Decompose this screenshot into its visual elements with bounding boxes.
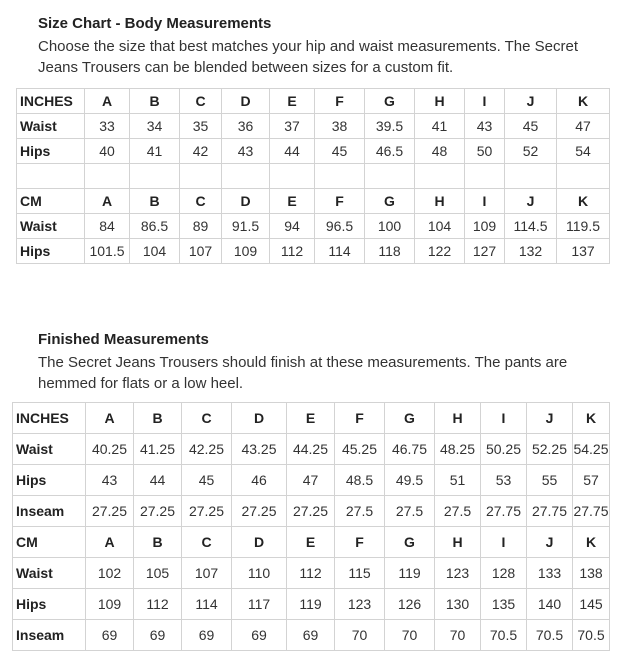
measurement-cell: 110 [232, 558, 287, 589]
size-header-cell: B [130, 89, 180, 114]
measurement-cell: 69 [86, 620, 134, 651]
measurement-cell: 137 [557, 239, 610, 264]
measurement-cell: 41.25 [134, 434, 182, 465]
measurement-cell: 27.5 [435, 496, 481, 527]
measurement-cell: 27.5 [385, 496, 435, 527]
measurement-cell: 112 [270, 239, 315, 264]
row-label: Hips [17, 139, 85, 164]
measurement-cell: 69 [232, 620, 287, 651]
measurement-cell: 52 [505, 139, 557, 164]
measurement-cell: 37 [270, 114, 315, 139]
measurement-cell: 47 [287, 465, 335, 496]
row-label: CM [17, 189, 85, 214]
measurement-cell: 43 [86, 465, 134, 496]
size-header-cell: C [180, 89, 222, 114]
measurement-cell: 45 [182, 465, 232, 496]
measurement-cell [315, 164, 365, 189]
table-row [13, 620, 610, 651]
measurement-cell: 42 [180, 139, 222, 164]
table-row [13, 558, 610, 589]
measurement-cell: 44 [134, 465, 182, 496]
measurement-cell: 34 [130, 114, 180, 139]
measurement-cell: 96.5 [315, 214, 365, 239]
size-header-cell: H [435, 527, 481, 558]
size-header-cell: H [435, 403, 481, 434]
measurement-cell: 69 [287, 620, 335, 651]
size-header-cell: J [527, 527, 573, 558]
measurement-cell: 107 [180, 239, 222, 264]
measurement-cell: 100 [365, 214, 415, 239]
size-header-cell: F [335, 527, 385, 558]
measurement-cell: 70 [385, 620, 435, 651]
size-header-cell: C [182, 527, 232, 558]
measurement-cell: 104 [415, 214, 465, 239]
measurement-cell: 46.75 [385, 434, 435, 465]
measurement-cell: 84 [85, 214, 130, 239]
size-header-cell: E [270, 189, 315, 214]
measurement-cell: 27.5 [335, 496, 385, 527]
size-header-cell: F [315, 89, 365, 114]
measurement-cell: 101.5 [85, 239, 130, 264]
measurement-cell [222, 164, 270, 189]
table-row [17, 214, 610, 239]
measurement-cell: 48.5 [335, 465, 385, 496]
measurement-cell: 44.25 [287, 434, 335, 465]
size-header-cell: A [86, 527, 134, 558]
measurement-cell: 48.25 [435, 434, 481, 465]
size-header-cell: F [335, 403, 385, 434]
size-header-cell: K [573, 403, 610, 434]
measurement-cell: 94 [270, 214, 315, 239]
row-label: INCHES [17, 89, 85, 114]
measurement-cell [365, 164, 415, 189]
measurement-cell: 50 [465, 139, 505, 164]
size-header-cell: I [481, 403, 527, 434]
measurement-cell: 117 [232, 589, 287, 620]
row-label: Inseam [13, 620, 86, 651]
body-measurements-table [16, 88, 610, 264]
size-header-cell: F [315, 189, 365, 214]
measurement-cell: 104 [130, 239, 180, 264]
measurement-cell: 46 [232, 465, 287, 496]
measurement-cell: 140 [527, 589, 573, 620]
measurement-cell: 123 [435, 558, 481, 589]
measurement-cell: 69 [134, 620, 182, 651]
measurement-cell: 38 [315, 114, 365, 139]
measurement-cell: 47 [557, 114, 610, 139]
measurement-cell: 133 [527, 558, 573, 589]
measurement-cell: 114 [182, 589, 232, 620]
size-header-cell: D [232, 403, 287, 434]
table-row [17, 164, 610, 189]
table-row [13, 589, 610, 620]
measurement-cell: 40.25 [86, 434, 134, 465]
measurement-cell: 114 [315, 239, 365, 264]
measurement-cell: 119 [385, 558, 435, 589]
measurement-cell: 53 [481, 465, 527, 496]
measurement-cell: 114.5 [505, 214, 557, 239]
measurement-cell: 107 [182, 558, 232, 589]
size-header-cell: K [557, 89, 610, 114]
body-measurements-title: Size Chart - Body Measurements [38, 15, 272, 32]
measurement-cell: 115 [335, 558, 385, 589]
row-label: INCHES [13, 403, 86, 434]
measurement-cell: 27.75 [527, 496, 573, 527]
measurement-cell: 105 [134, 558, 182, 589]
size-header-cell: E [287, 403, 335, 434]
size-header-cell: I [481, 527, 527, 558]
measurement-cell: 70.5 [527, 620, 573, 651]
measurement-cell: 86.5 [130, 214, 180, 239]
row-label: Hips [13, 465, 86, 496]
row-label [17, 164, 85, 189]
measurement-cell: 128 [481, 558, 527, 589]
measurement-cell: 118 [365, 239, 415, 264]
measurement-cell: 126 [385, 589, 435, 620]
measurement-cell: 40 [85, 139, 130, 164]
table-row [17, 114, 610, 139]
table-header-row [13, 403, 610, 434]
measurement-cell [557, 164, 610, 189]
measurement-cell: 70.5 [573, 620, 610, 651]
measurement-cell: 27.25 [287, 496, 335, 527]
table-row [13, 465, 610, 496]
size-header-cell: B [134, 527, 182, 558]
measurement-cell: 70.5 [481, 620, 527, 651]
table-header-row [17, 89, 610, 114]
size-header-cell: C [182, 403, 232, 434]
measurement-cell: 102 [86, 558, 134, 589]
size-header-cell: G [365, 189, 415, 214]
size-header-cell: E [287, 527, 335, 558]
table-header-row [17, 189, 610, 214]
size-header-cell: J [527, 403, 573, 434]
finished-measurements-description: The Secret Jeans Trousers should finish at these measurements. The pants are hemmed for flats or a low heel. [38, 354, 568, 392]
measurement-cell: 44 [270, 139, 315, 164]
measurement-cell [270, 164, 315, 189]
measurement-cell: 132 [505, 239, 557, 264]
measurement-cell: 122 [415, 239, 465, 264]
measurement-cell: 54.25 [573, 434, 610, 465]
measurement-cell [130, 164, 180, 189]
measurement-cell: 27.25 [182, 496, 232, 527]
table-header-row [13, 527, 610, 558]
measurement-cell: 39.5 [365, 114, 415, 139]
measurement-cell [415, 164, 465, 189]
measurement-cell: 50.25 [481, 434, 527, 465]
measurement-cell: 52.25 [527, 434, 573, 465]
measurement-cell: 33 [85, 114, 130, 139]
size-header-cell: A [85, 89, 130, 114]
measurement-cell: 112 [134, 589, 182, 620]
measurement-cell: 70 [335, 620, 385, 651]
size-header-cell: D [232, 527, 287, 558]
size-header-cell: B [134, 403, 182, 434]
measurement-cell: 43 [222, 139, 270, 164]
row-label: Inseam [13, 496, 86, 527]
measurement-cell: 41 [130, 139, 180, 164]
measurement-cell [85, 164, 130, 189]
table-row [17, 239, 610, 264]
measurement-cell: 48 [415, 139, 465, 164]
size-header-cell: B [130, 189, 180, 214]
size-header-cell: D [222, 89, 270, 114]
measurement-cell: 138 [573, 558, 610, 589]
measurement-cell: 45.25 [335, 434, 385, 465]
measurement-cell: 45 [505, 114, 557, 139]
measurement-cell: 49.5 [385, 465, 435, 496]
measurement-cell [465, 164, 505, 189]
measurement-cell: 27.25 [134, 496, 182, 527]
measurement-cell: 42.25 [182, 434, 232, 465]
row-label: Hips [13, 589, 86, 620]
measurement-cell [505, 164, 557, 189]
size-header-cell: G [365, 89, 415, 114]
measurement-cell: 46.5 [365, 139, 415, 164]
size-header-cell: I [465, 189, 505, 214]
measurement-cell: 119.5 [557, 214, 610, 239]
finished-measurements-title: Finished Measurements [38, 331, 209, 348]
size-header-cell: J [505, 89, 557, 114]
size-header-cell: D [222, 189, 270, 214]
row-label: Waist [17, 214, 85, 239]
measurement-cell: 135 [481, 589, 527, 620]
body-measurements-description: Choose the size that best matches your hip and waist measurements. The Secret Jeans Trousers can be blended between sizes for a custom fit. [38, 38, 578, 76]
measurement-cell: 91.5 [222, 214, 270, 239]
size-header-cell: J [505, 189, 557, 214]
size-header-cell: H [415, 89, 465, 114]
row-label: CM [13, 527, 86, 558]
measurement-cell: 43.25 [232, 434, 287, 465]
measurement-cell [180, 164, 222, 189]
table-row [13, 496, 610, 527]
measurement-cell: 27.75 [481, 496, 527, 527]
row-label: Waist [13, 434, 86, 465]
measurement-cell: 109 [465, 214, 505, 239]
row-label: Waist [13, 558, 86, 589]
measurement-cell: 27.75 [573, 496, 610, 527]
finished-measurements-table [12, 402, 610, 651]
measurement-cell: 145 [573, 589, 610, 620]
measurement-cell: 57 [573, 465, 610, 496]
measurement-cell: 41 [415, 114, 465, 139]
size-header-cell: G [385, 403, 435, 434]
measurement-cell: 89 [180, 214, 222, 239]
measurement-cell: 55 [527, 465, 573, 496]
size-header-cell: K [573, 527, 610, 558]
measurement-cell: 54 [557, 139, 610, 164]
size-header-cell: G [385, 527, 435, 558]
size-header-cell: A [85, 189, 130, 214]
measurement-cell: 123 [335, 589, 385, 620]
table-row [17, 139, 610, 164]
table-row [13, 434, 610, 465]
measurement-cell: 27.25 [86, 496, 134, 527]
size-header-cell: A [86, 403, 134, 434]
measurement-cell: 51 [435, 465, 481, 496]
row-label: Hips [17, 239, 85, 264]
size-header-cell: H [415, 189, 465, 214]
size-header-cell: E [270, 89, 315, 114]
measurement-cell: 45 [315, 139, 365, 164]
measurement-cell: 43 [465, 114, 505, 139]
measurement-cell: 112 [287, 558, 335, 589]
measurement-cell: 35 [180, 114, 222, 139]
size-header-cell: K [557, 189, 610, 214]
measurement-cell: 130 [435, 589, 481, 620]
measurement-cell: 119 [287, 589, 335, 620]
measurement-cell: 36 [222, 114, 270, 139]
size-header-cell: C [180, 189, 222, 214]
size-header-cell: I [465, 89, 505, 114]
measurement-cell: 69 [182, 620, 232, 651]
measurement-cell: 127 [465, 239, 505, 264]
row-label: Waist [17, 114, 85, 139]
measurement-cell: 109 [222, 239, 270, 264]
measurement-cell: 27.25 [232, 496, 287, 527]
measurement-cell: 109 [86, 589, 134, 620]
measurement-cell: 70 [435, 620, 481, 651]
